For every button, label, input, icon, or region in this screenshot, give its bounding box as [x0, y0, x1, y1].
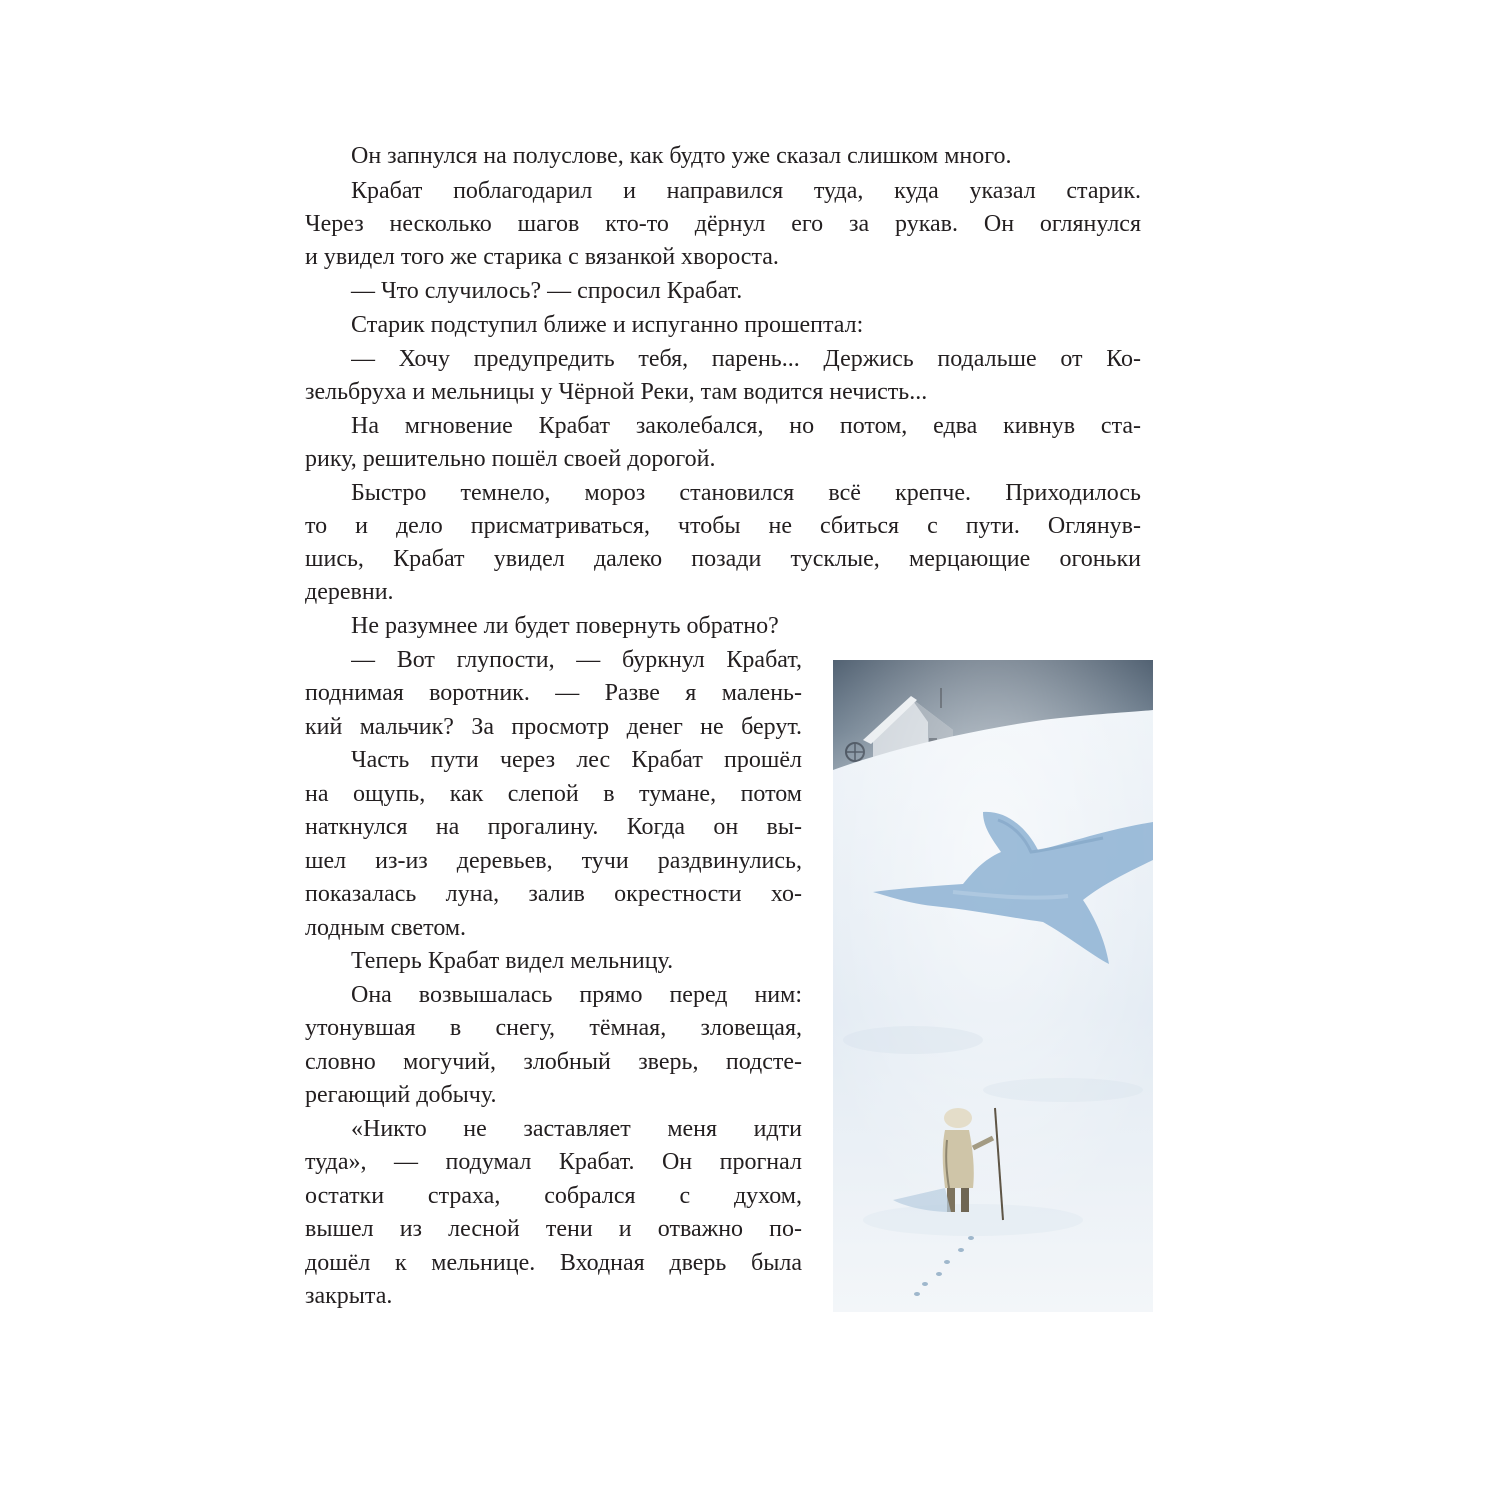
winter-mill-illustration [833, 660, 1153, 1312]
text-line: утонувшая в снегу, тёмная, зловещая, [305, 1015, 802, 1041]
text-line: рику, решительно пошёл своей дорогой. [305, 446, 716, 472]
text-line: деревни. [305, 579, 394, 605]
text-line: Крабат поблагодарил и направился туда, куда указал старик. [351, 178, 1141, 204]
text-line: Старик подступил ближе и испуганно прошептал: [351, 312, 864, 338]
text-line: лодным светом. [305, 915, 467, 941]
text-line: наткнулся на прогалину. Когда он вы- [305, 814, 802, 840]
text-line: шись, Крабат увидел далеко позади тусклые, мерцающие огоньки [305, 546, 1141, 572]
text-line: Не разумнее ли будет повернуть обратно? [351, 613, 779, 639]
text-line: Теперь Крабат видел мельницу. [351, 948, 674, 974]
text-line: кий мальчик? За просмотр денег не берут. [305, 714, 802, 740]
text-line: шел из-из деревьев, тучи раздвинулись, [305, 848, 802, 874]
text-line: — Что случилось? — спросил Крабат. [351, 278, 743, 304]
text-line: закрыта. [305, 1283, 393, 1309]
text-line: и увидел того же старика с вязанкой хвороста. [305, 244, 779, 270]
text-line: Через несколько шагов кто-то дёрнул его за рукав. Он оглянулся [305, 211, 1141, 237]
text-line: регающий добычу. [305, 1082, 497, 1108]
text-line: Быстро темнело, мороз становился всё крепче. Приходилось [351, 480, 1141, 506]
text-line: то и дело присматриваться, чтобы не сбиться с пути. Оглянув- [305, 513, 1141, 539]
text-line: дошёл к мельнице. Входная дверь была [305, 1250, 802, 1276]
text-line: — Вот глупости, — буркнул Крабат, [351, 647, 802, 673]
text-line: На мгновение Крабат заколебался, но потом, едва кивнув ста- [351, 413, 1141, 439]
text-line: Она возвышалась прямо перед ним: [351, 982, 802, 1008]
text-line: туда», — подумал Крабат. Он прогнал [305, 1149, 802, 1175]
text-line [305, 140, 1141, 173]
text-line: зельбруха и мельницы у Чёрной Реки, там водится нечисть... [305, 379, 928, 405]
text-line: на ощупь, как слепой в тумане, потом [305, 781, 802, 807]
text-line: словно могучий, злобный зверь, подсте- [305, 1049, 802, 1075]
text-line: «Никто не заставляет меня идти [351, 1116, 802, 1142]
line-text: Он запнулся на полуслове, как будто уже сказал слишком много. [351, 143, 1012, 169]
text-line: показалась луна, залив окрестности хо- [305, 881, 802, 907]
text-line: остатки страха, собрался с духом, [305, 1183, 802, 1209]
text-line: поднимая воротник. — Разве я малень- [305, 680, 802, 706]
text-line: Часть пути через лес Крабат прошёл [351, 747, 802, 773]
text-line: — Хочу предупредить тебя, парень... Держись подальше от Ко- [351, 346, 1141, 372]
text-line: вышел из лесной тени и отважно по- [305, 1216, 802, 1242]
